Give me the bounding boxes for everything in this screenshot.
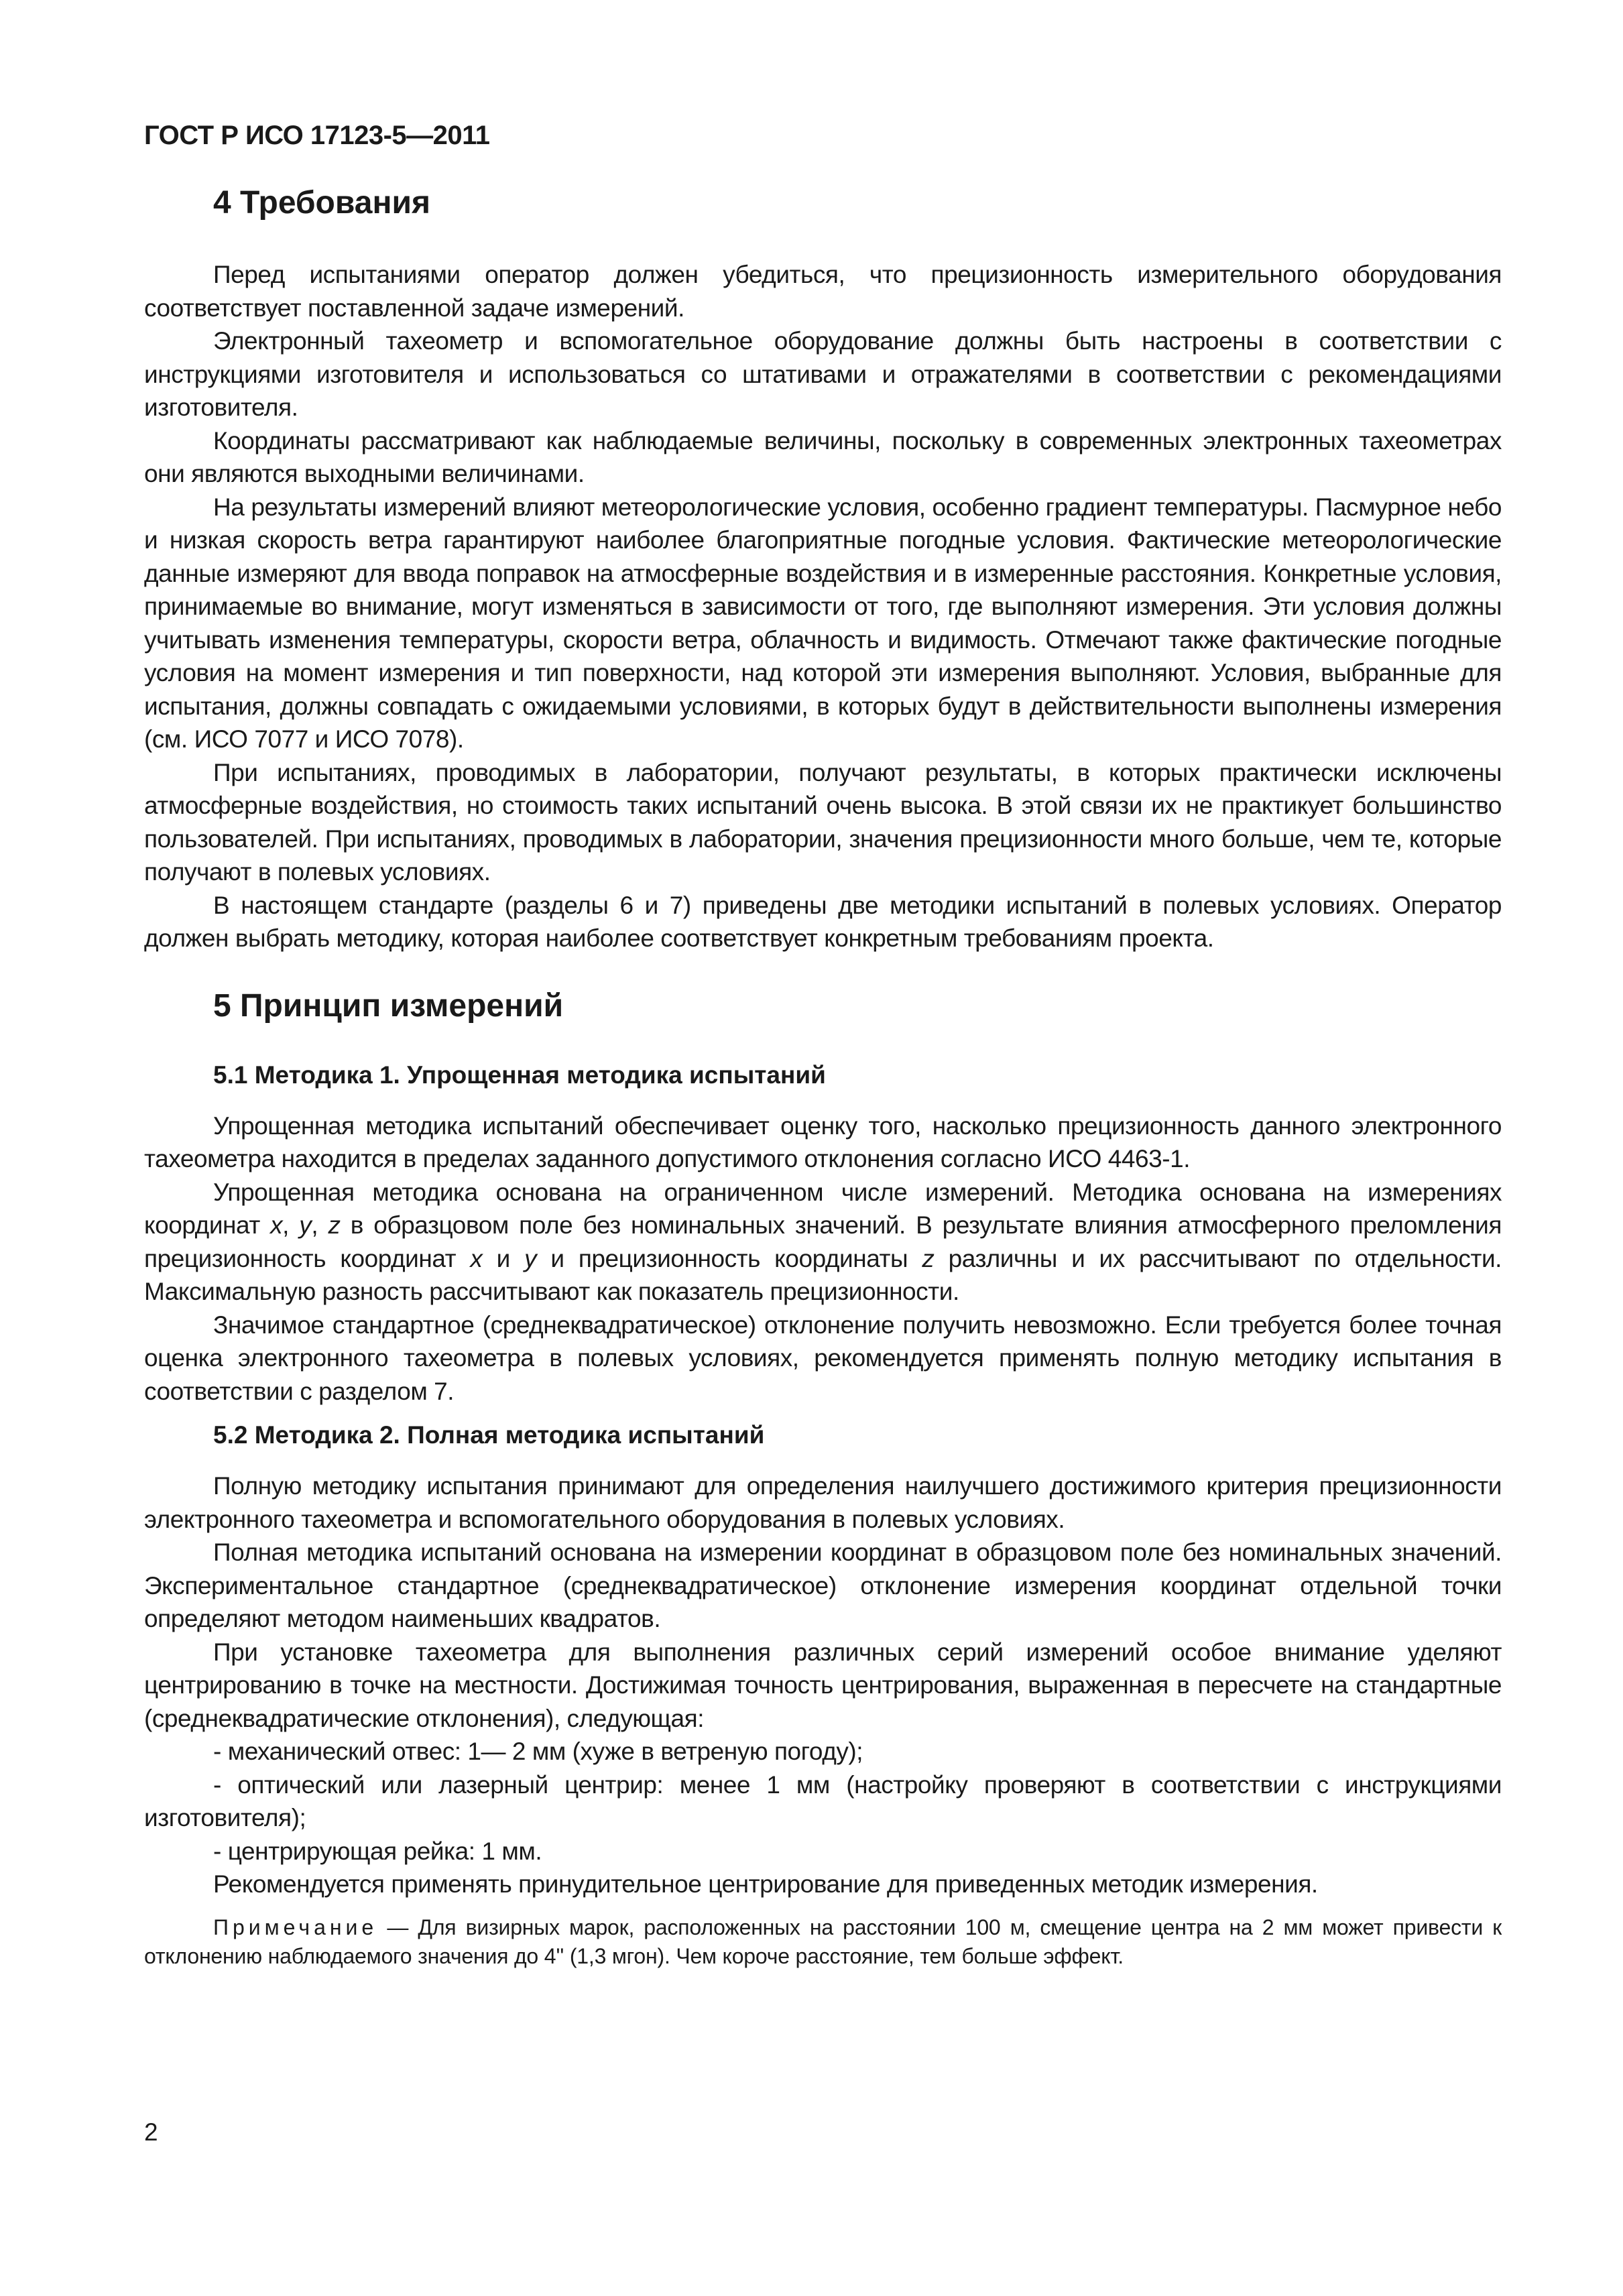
text-run: Упрощенная методика основана на ограниченном числе измерений. Методика основана на измерениях координат: [144, 1178, 1502, 1239]
note-text: — Для визирных марок, расположенных на расстоянии 100 м, смещение центра на 2 мм может привести к отклонению наблюдаемого значения до 4'' (1,3 мгон). Чем короче расстояние, тем больше эффект.: [144, 1915, 1502, 1968]
text-run: ,: [311, 1211, 328, 1239]
variable-z: z: [922, 1244, 935, 1272]
paragraph: На результаты измерений влияют метеорологические условия, особенно градиент температуры. Пасмурное небо и низкая скорость ветра гарантируют наиболее благоприятные погодные условия. Фактические метеорологические данные измеряют для ввода поправок на атмосферные воздействия и в измеренные расстояния. Конкретные условия, принимаемые во внимание, могут изменяться в зависимости от того, где выполняют измерения. Эти условия должны учитывать изменения температуры, скорости ветра, облачность и видимость. Отмечают также фактические погодные условия на момент измерения и тип поверхности, над которой эти измерения выполняют. Условия, выбранные для испытания, должны совпадать с ожидаемыми условиями, в которых будут в действительности выполнены измерения (см. ИСО 7077 и ИСО 7078).: [144, 493, 1502, 753]
paragraph: Значимое стандартное (среднеквадратическое) отклонение получить невозможно. Если требуется более точная оценка электронного тахеометра в полевых условиях, рекомендуется применять полную методику испытания в соответствии с разделом 7.: [144, 1311, 1502, 1405]
note: [144, 1913, 1502, 1971]
variable-y: y: [299, 1211, 312, 1239]
paragraph: В настоящем стандарте (разделы 6 и 7) приведены две методики испытаний в полевых условиях. Оператор должен выбрать методику, которая наиболее соответствует конкретным требованиям проекта.: [144, 891, 1502, 952]
note-label: Примечание: [213, 1915, 378, 1939]
section-5-heading: 5 Принцип измерений: [213, 987, 564, 1024]
variable-y: y: [524, 1244, 537, 1272]
page-content: [144, 121, 1502, 1971]
text-run: и: [482, 1244, 525, 1272]
document-code: ГОСТ Р ИСО 17123-5—2011: [144, 121, 490, 150]
paragraph: Полную методику испытания принимают для определения наилучшего достижимого критерия прецизионности электронного тахеометра и вспомогательного оборудования в полевых условиях.: [144, 1472, 1502, 1533]
text-run: ,: [282, 1211, 300, 1239]
paragraph: Координаты рассматривают как наблюдаемые величины, поскольку в современных электронных тахеометрах они являются выходными величинами.: [144, 426, 1502, 487]
paragraph: Электронный тахеометр и вспомогательное оборудование должны быть настроены в соответствии с инструкциями изготовителя и использоваться со штативами и отражателями в соответствии с рекомендациями изготовителя.: [144, 327, 1502, 421]
section-4-heading: 4 Требования: [213, 185, 430, 221]
text-run: различны и их рассчитывают по отдельности. Максимальную разность рассчитывают как показатель прецизионности.: [144, 1244, 1502, 1305]
text-run: в образцовом поле без номинальных значений. В результате влияния атмосферного преломления прецизионность координат: [144, 1211, 1502, 1272]
list-item: - центрирующая рейка: 1 мм.: [213, 1837, 542, 1865]
variable-z: z: [328, 1211, 341, 1239]
paragraph: Упрощенная методика испытаний обеспечивает оценку того, насколько прецизионность данного электронного тахеометра находится в пределах заданного допустимого отклонения согласно ИСО 4463-1.: [144, 1111, 1502, 1172]
text-run: и прецизионность координаты: [536, 1244, 922, 1272]
paragraph: Рекомендуется применять принудительное центрирование для приведенных методик измерения.: [213, 1870, 1318, 1898]
list-item: - оптический или лазерный центрир: менее 1 мм (настройку проверяют в соответствии с инструкциями изготовителя);: [144, 1770, 1502, 1831]
subsection-5-1-heading: 5.1 Методика 1. Упрощенная методика испытаний: [213, 1061, 826, 1089]
subsection-5-2-heading: 5.2 Методика 2. Полная методика испытаний: [213, 1421, 765, 1449]
paragraph: При установке тахеометра для выполнения различных серий измерений особое внимание уделяют центрированию в точке на местности. Достижимая точность центрирования, выраженная в пересчете на стандартные (среднеквадратические отклонения), следующая:: [144, 1638, 1502, 1732]
page-number: 2: [144, 2118, 158, 2146]
paragraph-with-variables: [144, 1176, 1502, 1309]
paragraph: Перед испытаниями оператор должен убедиться, что прецизионность измерительного оборудования соответствует поставленной задаче измерений.: [144, 261, 1502, 322]
list-item: - механический отвес: 1— 2 мм (хуже в ветреную погоду);: [213, 1738, 863, 1765]
paragraph: Полная методика испытаний основана на измерении координат в образцовом поле без номинальных значений. Экспериментальное стандартное (среднеквадратическое) отклонение измерения координат отдельной точки определяют методом наименьших квадратов.: [144, 1538, 1502, 1632]
variable-x: x: [470, 1244, 483, 1272]
variable-x: x: [270, 1211, 283, 1239]
paragraph: При испытаниях, проводимых в лаборатории, получают результаты, в которых практически исключены атмосферные воздействия, но стоимость таких испытаний очень высока. В этой связи их не практикует большинство пользователей. При испытаниях, проводимых в лаборатории, значения прецизионности много больше, чем те, которые получают в полевых условиях.: [144, 758, 1502, 886]
